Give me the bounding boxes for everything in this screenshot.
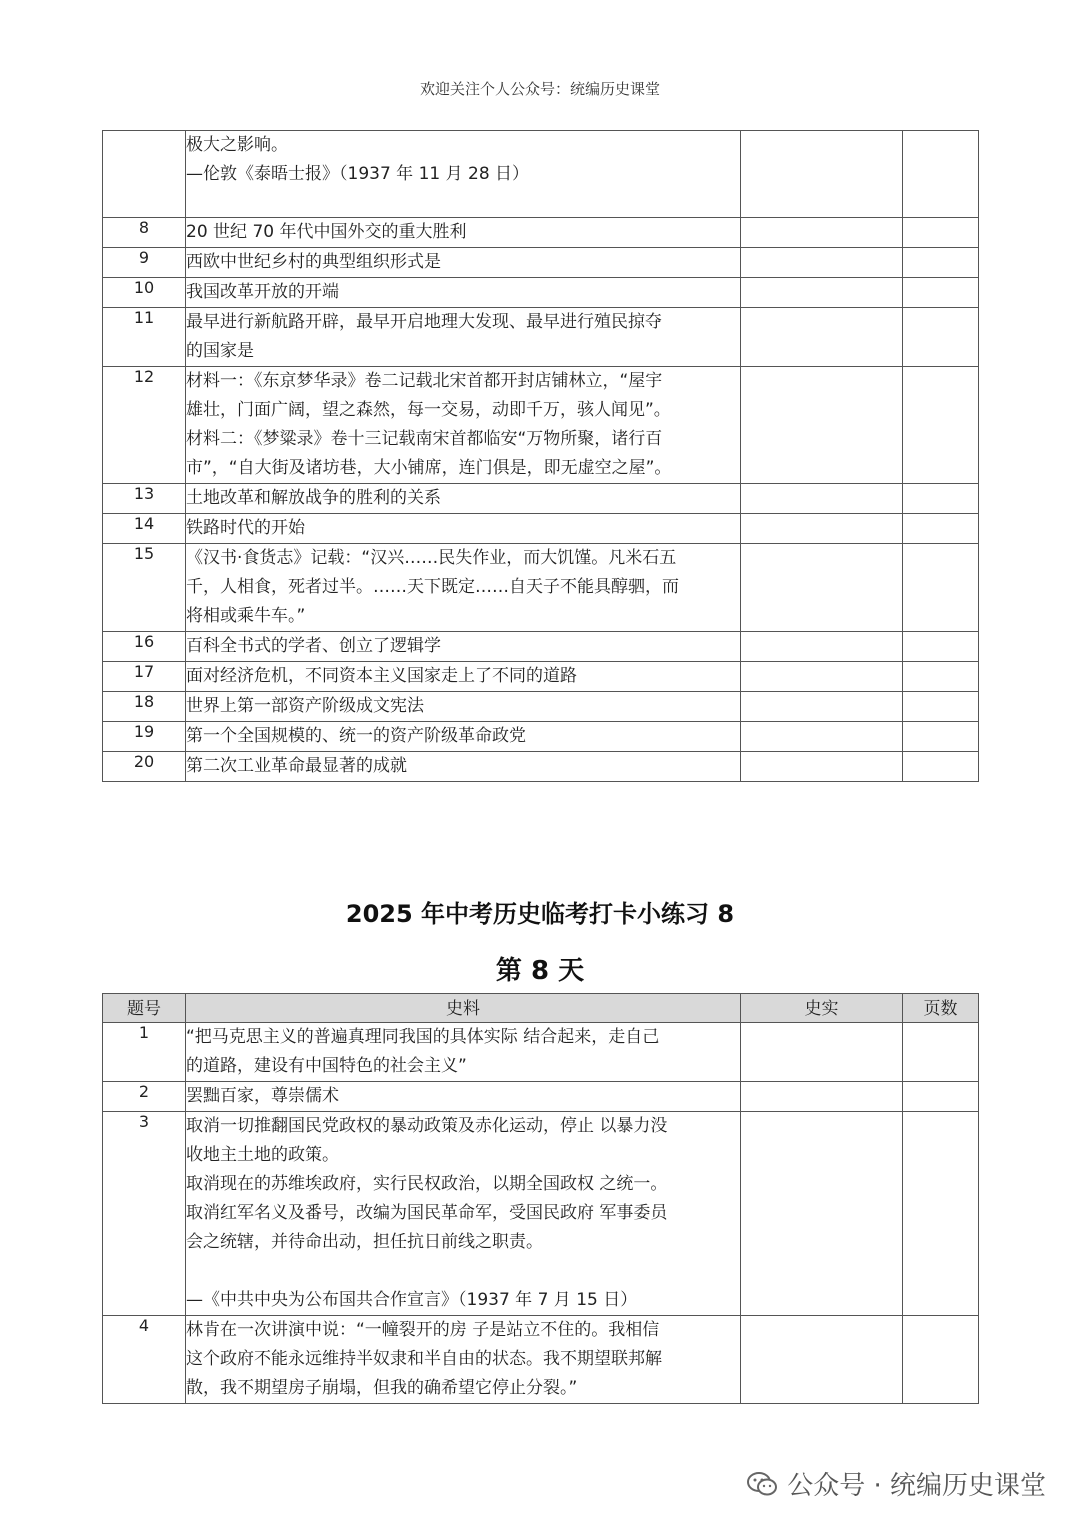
table-row xyxy=(103,1112,979,1316)
question-number: 1 xyxy=(103,1023,186,1082)
question-number: 18 xyxy=(103,692,186,722)
source-line: 散，我不期望房子崩塌，但我的确希望它停止分裂。” xyxy=(186,1378,578,1398)
fact-answer-cell[interactable] xyxy=(741,1112,903,1316)
watermark xyxy=(747,1465,1046,1502)
table-row xyxy=(103,662,979,692)
source-line: 会之统辖，并待命出动，担任抗日前线之职责。 xyxy=(186,1232,543,1252)
source-text xyxy=(186,367,741,484)
header-source: 史料 xyxy=(186,994,741,1023)
source-line: 20 世纪 70 年代中国外交的重大胜利 xyxy=(186,222,467,242)
fact-answer-cell[interactable] xyxy=(741,692,903,722)
source-line: —伦敦《泰晤士报》（1937 年 11 月 28 日） xyxy=(186,164,530,184)
header-fact: 史实 xyxy=(741,994,903,1023)
source-line: 面对经济危机，不同资本主义国家走上了不同的道路 xyxy=(186,666,577,686)
table-row xyxy=(103,248,979,278)
page-answer-cell[interactable] xyxy=(903,367,979,484)
fact-answer-cell[interactable] xyxy=(741,484,903,514)
source-line: —《中共中央为公布国共合作宣言》（1937 年 7 月 15 日） xyxy=(186,1290,638,1310)
page-answer-cell[interactable] xyxy=(903,1112,979,1316)
table-row xyxy=(103,544,979,632)
watermark-text: 公众号 · 统编历史课堂 xyxy=(787,1471,1046,1501)
page-answer-cell[interactable] xyxy=(903,131,979,218)
question-number: 8 xyxy=(103,218,186,248)
page-answer-cell[interactable] xyxy=(903,218,979,248)
table-header-row xyxy=(103,994,979,1023)
fact-answer-cell[interactable] xyxy=(741,662,903,692)
question-number: 10 xyxy=(103,278,186,308)
table-row xyxy=(103,1023,979,1082)
page-title: 2025 年中考历史临考打卡小练习 8 xyxy=(345,900,735,928)
header-num: 题号 xyxy=(103,994,186,1023)
source-text xyxy=(186,544,741,632)
page-answer-cell[interactable] xyxy=(903,632,979,662)
table-row xyxy=(103,131,979,218)
table-row xyxy=(103,308,979,367)
table-row xyxy=(103,722,979,752)
source-line: 收地主土地的政策。 xyxy=(186,1145,339,1165)
table-row xyxy=(103,278,979,308)
page-answer-cell[interactable] xyxy=(903,278,979,308)
source-text xyxy=(186,1316,741,1404)
question-number: 17 xyxy=(103,662,186,692)
exercise-table-2 xyxy=(102,993,979,1404)
fact-answer-cell[interactable] xyxy=(741,248,903,278)
question-number: 15 xyxy=(103,544,186,632)
source-line: 的道路，建设有中国特色的社会主义” xyxy=(186,1056,467,1076)
question-number: 4 xyxy=(103,1316,186,1404)
source-text xyxy=(186,1082,741,1112)
fact-answer-cell[interactable] xyxy=(741,632,903,662)
question-number: 11 xyxy=(103,308,186,367)
source-line: 第二次工业革命最显著的成就 xyxy=(186,756,407,776)
page-answer-cell[interactable] xyxy=(903,514,979,544)
source-line: 取消一切推翻国民党政权的暴动政策及赤化运动，停止 以暴力没 xyxy=(186,1116,668,1136)
question-number: 16 xyxy=(103,632,186,662)
fact-answer-cell[interactable] xyxy=(741,1316,903,1404)
fact-answer-cell[interactable] xyxy=(741,131,903,218)
day-title: 第 8 天 xyxy=(495,956,585,986)
table-row xyxy=(103,218,979,248)
question-number: 14 xyxy=(103,514,186,544)
source-line: 林肯在一次讲演中说：“一幢裂开的房 子是站立不住的。我相信 xyxy=(186,1320,660,1340)
fact-answer-cell[interactable] xyxy=(741,1082,903,1112)
source-text xyxy=(186,662,741,692)
source-line: 最早进行新航路开辟，最早开启地理大发现、最早进行殖民掠夺 xyxy=(186,312,662,332)
source-text xyxy=(186,218,741,248)
source-line: 材料一：《东京梦华录》卷二记载北宋首都开封店铺林立，“屋宇 xyxy=(186,371,663,391)
question-number: 9 xyxy=(103,248,186,278)
exercise-table-1 xyxy=(102,130,979,782)
fact-answer-cell[interactable] xyxy=(741,1023,903,1082)
fact-answer-cell[interactable] xyxy=(741,278,903,308)
source-text xyxy=(186,752,741,782)
question-number: 12 xyxy=(103,367,186,484)
source-line: 土地改革和解放战争的胜利的关系 xyxy=(186,488,441,508)
source-line: 的国家是 xyxy=(186,341,254,361)
page-answer-cell[interactable] xyxy=(903,1023,979,1082)
question-number xyxy=(103,131,186,218)
source-line: 雄壮，门面广阔，望之森然，每一交易，动即千万，骇人闻见”。 xyxy=(186,400,671,420)
source-line: 百科全书式的学者、创立了逻辑学 xyxy=(186,636,441,656)
source-text xyxy=(186,308,741,367)
source-line: 材料二：《梦粱录》卷十三记载南宋首都临安“万物所聚，诸行百 xyxy=(186,429,663,449)
fact-answer-cell[interactable] xyxy=(741,514,903,544)
page-answer-cell[interactable] xyxy=(903,1082,979,1112)
question-number: 3 xyxy=(103,1112,186,1316)
source-line: 极大之影响。 xyxy=(186,135,288,155)
source-text xyxy=(186,692,741,722)
table-row xyxy=(103,367,979,484)
page-answer-cell[interactable] xyxy=(903,544,979,632)
table-row xyxy=(103,692,979,722)
source-line: 千，人相食，死者过半。……天下既定……自天子不能具醇驷，而 xyxy=(186,577,679,597)
header-page: 页数 xyxy=(903,994,979,1023)
source-text xyxy=(186,131,741,218)
source-text xyxy=(186,722,741,752)
source-text xyxy=(186,248,741,278)
source-line: 将相或乘牛车。” xyxy=(186,606,306,626)
table-row xyxy=(103,632,979,662)
source-line: 取消现在的苏维埃政府，实行民权政治，以期全国政权 之统一。 xyxy=(186,1174,668,1194)
page-answer-cell[interactable] xyxy=(903,248,979,278)
fact-answer-cell[interactable] xyxy=(741,544,903,632)
page-answer-cell[interactable] xyxy=(903,692,979,722)
wechat-icon xyxy=(747,1471,777,1497)
source-text xyxy=(186,278,741,308)
source-line: 第一个全国规模的、统一的资产阶级革命政党 xyxy=(186,726,526,746)
source-line: 罢黜百家，尊崇儒术 xyxy=(186,1086,339,1106)
source-line: “把马克思主义的普遍真理同我国的具体实际 结合起来，走自己 xyxy=(186,1027,660,1047)
source-line: 我国改革开放的开端 xyxy=(186,282,339,302)
source-text xyxy=(186,632,741,662)
page-answer-cell[interactable] xyxy=(903,1316,979,1404)
source-text xyxy=(186,514,741,544)
fact-answer-cell[interactable] xyxy=(741,308,903,367)
question-number: 13 xyxy=(103,484,186,514)
table-row xyxy=(103,752,979,782)
source-line: 这个政府不能永远维持半奴隶和半自由的状态。我不期望联邦解 xyxy=(186,1349,662,1369)
table-row xyxy=(103,1316,979,1404)
table-row xyxy=(103,514,979,544)
source-line: 取消红军名义及番号，改编为国民革命军，受国民政府 军事委员 xyxy=(186,1203,668,1223)
source-line xyxy=(186,1257,740,1286)
fact-answer-cell[interactable] xyxy=(741,722,903,752)
table-row xyxy=(103,484,979,514)
page-answer-cell[interactable] xyxy=(903,722,979,752)
source-line: 《汉书·食货志》记载：“汉兴……民失作业，而大饥馑。凡米石五 xyxy=(186,548,677,568)
source-line: 铁路时代的开始 xyxy=(186,518,305,538)
question-number: 20 xyxy=(103,752,186,782)
question-number: 19 xyxy=(103,722,186,752)
page-answer-cell[interactable] xyxy=(903,662,979,692)
fact-answer-cell[interactable] xyxy=(741,752,903,782)
fact-answer-cell[interactable] xyxy=(741,367,903,484)
fact-answer-cell[interactable] xyxy=(741,218,903,248)
question-number: 2 xyxy=(103,1082,186,1112)
page-answer-cell[interactable] xyxy=(903,484,979,514)
table-row xyxy=(103,1082,979,1112)
source-text xyxy=(186,484,741,514)
page-answer-cell[interactable] xyxy=(903,308,979,367)
source-text xyxy=(186,1023,741,1082)
source-text xyxy=(186,1112,741,1316)
page-answer-cell[interactable] xyxy=(903,752,979,782)
source-line: 市”，“自大街及诸坊巷，大小铺席，连门俱是，即无虚空之屋”。 xyxy=(186,458,672,478)
source-line: 西欧中世纪乡村的典型组织形式是 xyxy=(186,252,441,272)
header-note: 欢迎关注个人公众号：统编历史课堂 xyxy=(419,80,660,98)
source-line: 世界上第一部资产阶级成文宪法 xyxy=(186,696,424,716)
